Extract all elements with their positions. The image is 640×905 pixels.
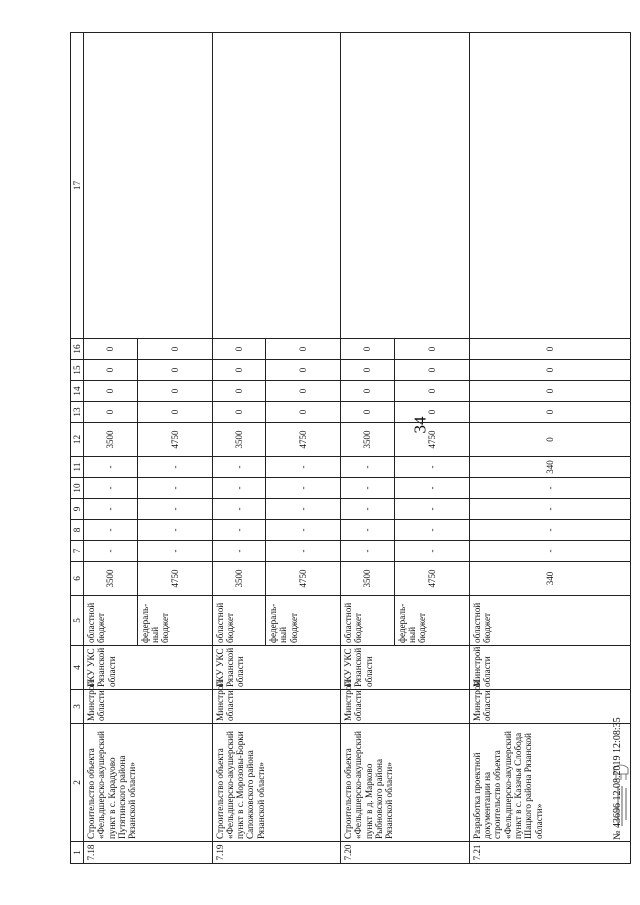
value-cell: 0 bbox=[341, 381, 395, 402]
value-cell: 4750 bbox=[137, 423, 212, 457]
column-header: 6 bbox=[71, 562, 84, 596]
value-cell: 3500 bbox=[212, 562, 266, 596]
value-cell: 0 bbox=[394, 360, 469, 381]
value-cell: - bbox=[137, 478, 212, 499]
value-cell: - bbox=[84, 520, 138, 541]
value-cell: 4750 bbox=[137, 562, 212, 596]
column-header: 7 bbox=[71, 541, 84, 562]
value-cell: - bbox=[469, 541, 630, 562]
value-cell: 0 bbox=[469, 339, 630, 360]
value-cell: 0 bbox=[212, 381, 266, 402]
value-cell: - bbox=[341, 541, 395, 562]
value-cell: - bbox=[212, 499, 266, 520]
column-header: 8 bbox=[71, 520, 84, 541]
table-row bbox=[212, 33, 266, 864]
column-header: 14 bbox=[71, 381, 84, 402]
column-header: 13 bbox=[71, 402, 84, 423]
value-cell: - bbox=[394, 478, 469, 499]
value-cell: 0 bbox=[137, 339, 212, 360]
value-cell: - bbox=[266, 541, 341, 562]
value-cell: 4750 bbox=[394, 562, 469, 596]
column-header: 3 bbox=[71, 690, 84, 724]
table-row bbox=[84, 33, 138, 864]
value-cell: 0 bbox=[394, 402, 469, 423]
value-cell: 3500 bbox=[84, 562, 138, 596]
value-cell: - bbox=[137, 499, 212, 520]
value-cell: 3500 bbox=[212, 423, 266, 457]
page-number: 34 bbox=[410, 416, 430, 434]
value-cell: 3500 bbox=[84, 423, 138, 457]
value-cell: - bbox=[341, 520, 395, 541]
row-executor-cell: Минстрой области bbox=[469, 646, 630, 690]
rotated-table-container bbox=[70, 92, 631, 864]
row-name-cell: Строительство объекта «Фельдшерско-акушерский пункт в с. Морозовы-Борки Сапожковского района Рязанской области» bbox=[212, 724, 341, 842]
budget-source-cell: областной бюджет bbox=[212, 596, 266, 646]
value-cell: - bbox=[137, 457, 212, 478]
value-cell: 0 bbox=[341, 339, 395, 360]
budget-source-cell: федераль-ный бюджет bbox=[394, 596, 469, 646]
column-17-cell bbox=[212, 33, 341, 339]
budget-source-cell: областной бюджет bbox=[341, 596, 395, 646]
value-cell: 0 bbox=[341, 360, 395, 381]
value-cell: 0 bbox=[469, 402, 630, 423]
value-cell: 0 bbox=[137, 360, 212, 381]
value-cell: 0 bbox=[212, 402, 266, 423]
value-cell: 4750 bbox=[266, 423, 341, 457]
column-header: 9 bbox=[71, 499, 84, 520]
value-cell: - bbox=[266, 499, 341, 520]
value-cell: 0 bbox=[84, 360, 138, 381]
value-cell: 4750 bbox=[394, 423, 469, 457]
value-cell: 0 bbox=[469, 360, 630, 381]
value-cell: 0 bbox=[469, 423, 630, 457]
value-cell: 0 bbox=[266, 381, 341, 402]
value-cell: - bbox=[212, 478, 266, 499]
value-cell: - bbox=[394, 457, 469, 478]
value-cell: 0 bbox=[84, 339, 138, 360]
column-header: 2 bbox=[71, 724, 84, 842]
value-cell: - bbox=[84, 499, 138, 520]
value-cell: - bbox=[394, 520, 469, 541]
budget-source-cell: федераль-ный бюджет bbox=[266, 596, 341, 646]
value-cell: 0 bbox=[137, 402, 212, 423]
row-id-cell: 7.20 bbox=[341, 842, 470, 864]
row-id-cell: 7.18 bbox=[84, 842, 213, 864]
value-cell: - bbox=[137, 541, 212, 562]
row-name-cell: Строительство объекта «Фельдшерско-акушерский пункт в с. Карадуово Путятинского района Рязанской области» bbox=[84, 724, 213, 842]
value-cell: 0 bbox=[266, 402, 341, 423]
row-name-cell: Строительство объекта «Фельдшерско-акушерский пункт в д. Марково Рыбновского района Рязанской области» bbox=[341, 724, 470, 842]
column-17-cell bbox=[84, 33, 213, 339]
value-cell: - bbox=[341, 499, 395, 520]
column-header: 12 bbox=[71, 423, 84, 457]
value-cell: 0 bbox=[394, 381, 469, 402]
budget-source-cell: федераль-ный бюджет bbox=[137, 596, 212, 646]
row-responsible-cell: Минстрой области bbox=[469, 690, 630, 724]
row-responsible-cell: Минстрой области bbox=[341, 690, 470, 724]
value-cell: 0 bbox=[84, 402, 138, 423]
column-number-header bbox=[71, 33, 84, 864]
value-cell: - bbox=[341, 478, 395, 499]
column-header: 11 bbox=[71, 457, 84, 478]
value-cell: 0 bbox=[212, 339, 266, 360]
value-cell: - bbox=[341, 457, 395, 478]
row-responsible-cell: Минстрой области bbox=[84, 690, 213, 724]
row-name-cell: Разработка проектной документации на строительство объекта «Фельдшерско-акушерский пункт в с. Казачья Слобода Шацкого района Рязанской области» bbox=[469, 724, 630, 842]
value-cell: 0 bbox=[469, 381, 630, 402]
value-cell: - bbox=[84, 541, 138, 562]
column-header: 5 bbox=[71, 596, 84, 646]
budget-source-cell: областной бюджет bbox=[84, 596, 138, 646]
budget-table bbox=[70, 32, 631, 864]
value-cell: - bbox=[212, 457, 266, 478]
value-cell: - bbox=[394, 499, 469, 520]
value-cell: 0 bbox=[137, 381, 212, 402]
value-cell: 4750 bbox=[266, 562, 341, 596]
column-header: 17 bbox=[71, 33, 84, 339]
column-17-cell bbox=[469, 33, 630, 339]
column-header: 15 bbox=[71, 360, 84, 381]
column-header: 1 bbox=[71, 842, 84, 864]
column-17-cell bbox=[341, 33, 470, 339]
registration-number: № 43696 12.08.2019 12:08:35 bbox=[612, 717, 623, 840]
budget-source-cell: областной бюджет bbox=[469, 596, 630, 646]
value-cell: - bbox=[137, 520, 212, 541]
value-cell: 0 bbox=[84, 381, 138, 402]
value-cell: 0 bbox=[341, 402, 395, 423]
value-cell: 0 bbox=[212, 360, 266, 381]
value-cell: - bbox=[266, 457, 341, 478]
table-row bbox=[341, 33, 395, 864]
row-id-cell: 7.19 bbox=[212, 842, 341, 864]
column-header: 16 bbox=[71, 339, 84, 360]
value-cell: 340 bbox=[469, 562, 630, 596]
value-cell: - bbox=[212, 541, 266, 562]
table-row bbox=[469, 33, 630, 864]
row-executor-cell: ГКУ УКС Рязанской области bbox=[341, 646, 470, 690]
value-cell: 340 bbox=[469, 457, 630, 478]
value-cell: 0 bbox=[266, 339, 341, 360]
value-cell: - bbox=[266, 520, 341, 541]
value-cell: - bbox=[212, 520, 266, 541]
value-cell: - bbox=[266, 478, 341, 499]
column-header: 10 bbox=[71, 478, 84, 499]
value-cell: - bbox=[84, 478, 138, 499]
value-cell: - bbox=[469, 478, 630, 499]
value-cell: - bbox=[469, 499, 630, 520]
value-cell: - bbox=[469, 520, 630, 541]
value-cell: - bbox=[84, 457, 138, 478]
row-executor-cell: ГКУ УКС Рязанской области bbox=[212, 646, 341, 690]
value-cell: 0 bbox=[266, 360, 341, 381]
value-cell: 0 bbox=[394, 339, 469, 360]
value-cell: 3500 bbox=[341, 562, 395, 596]
row-executor-cell: ГКУ УКС Рязанской области bbox=[84, 646, 213, 690]
value-cell: - bbox=[394, 541, 469, 562]
column-header: 4 bbox=[71, 646, 84, 690]
value-cell: 3500 bbox=[341, 423, 395, 457]
row-responsible-cell: Минстрой области bbox=[212, 690, 341, 724]
row-id-cell: 7.21 bbox=[469, 842, 630, 864]
